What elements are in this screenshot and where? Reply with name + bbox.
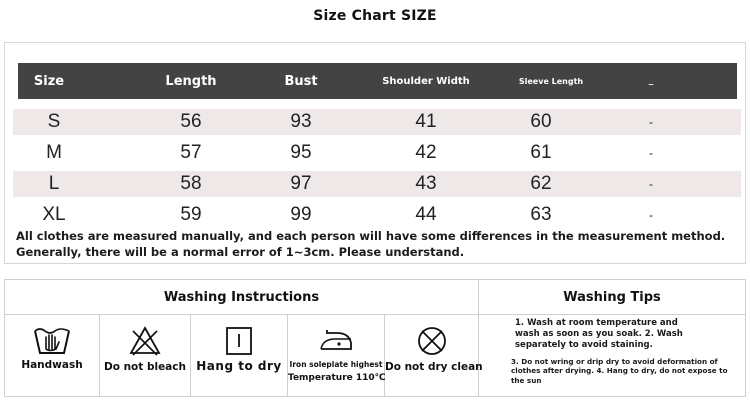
cell-extra: -	[649, 208, 653, 222]
iron-label-line2: Temperature 110℃	[288, 373, 386, 383]
measurement-note-error: Generally, there will be a normal error of 1~3cm. Please understand.	[16, 245, 465, 259]
hang-to-dry-label: Hang to dry	[196, 359, 282, 373]
cell-bust: 97	[290, 173, 312, 194]
cell-length: 57	[180, 142, 202, 163]
cell-shoulder-width: 43	[415, 173, 437, 194]
cell-shoulder-width: 44	[415, 204, 437, 225]
cell-sleeve-length: 60	[530, 111, 552, 132]
measurement-note: All clothes are measured manually, and each person will have some differences in the measurement method.	[16, 229, 726, 243]
cell-length: 58	[180, 173, 202, 194]
table-row	[13, 202, 741, 228]
cell-length: 56	[180, 111, 202, 132]
cell-extra: -	[649, 146, 653, 160]
washing-tip-2: 3. Do not wring or drip dry to avoid deformation of clothes after drying. 4. Hang to dry, do not expose to the sun	[511, 357, 728, 385]
cell-bust: 99	[290, 204, 312, 225]
size-table-header	[18, 63, 737, 99]
washing-tips-body	[479, 315, 745, 396]
cell-size: XL	[42, 204, 66, 225]
cell-size: S	[47, 111, 61, 132]
cell-shoulder-width: 41	[415, 111, 437, 132]
washing-instructions-title: Washing Instructions	[5, 280, 479, 315]
iron-icon	[317, 325, 355, 355]
header-shoulder-width: Shoulder Width	[382, 75, 470, 87]
iron-cell	[288, 315, 385, 396]
cell-sleeve-length: 63	[530, 204, 552, 225]
table-row	[13, 109, 741, 135]
do-not-bleach-icon	[128, 325, 162, 357]
do-not-dry-clean-cell	[385, 315, 483, 396]
do-not-dry-clean-label: Do not dry clean	[385, 361, 483, 373]
hand-wash-label: Handwash	[21, 359, 83, 371]
do-not-bleach-label: Do not bleach	[104, 361, 186, 373]
page-title: Size Chart SIZE	[313, 8, 437, 24]
do-not-bleach-cell	[100, 315, 191, 396]
cell-bust: 93	[290, 111, 312, 132]
cell-sleeve-length: 62	[530, 173, 552, 194]
washing-tips-title: Washing Tips	[479, 280, 745, 315]
table-row	[13, 171, 741, 197]
cell-extra: -	[649, 177, 653, 191]
table-row	[13, 140, 741, 166]
header-sleeve-length: Sleeve Length	[518, 76, 584, 86]
cell-extra: -	[649, 115, 653, 129]
header-extra: _	[648, 76, 654, 86]
cell-size: L	[48, 173, 60, 194]
header-bust: Bust	[284, 73, 318, 89]
hang-to-dry-cell	[191, 315, 288, 396]
hang-to-dry-icon	[224, 325, 254, 357]
cell-bust: 95	[290, 142, 312, 163]
cell-sleeve-length: 61	[530, 142, 552, 163]
iron-label-line1: Iron soleplate highest	[289, 360, 383, 369]
washing-tip-1: 1. Wash at room temperature and wash as soon as you soak. 2. Wash separately to avoid staining.	[515, 318, 683, 351]
hand-wash-cell	[5, 315, 100, 396]
header-size: Size	[33, 73, 65, 89]
cell-shoulder-width: 42	[415, 142, 437, 163]
header-length: Length	[165, 73, 217, 89]
washing-panel	[4, 279, 746, 397]
hand-wash-icon	[32, 325, 72, 357]
cell-length: 59	[180, 204, 202, 225]
cell-size: M	[46, 142, 62, 163]
do-not-dry-clean-icon	[415, 325, 449, 357]
